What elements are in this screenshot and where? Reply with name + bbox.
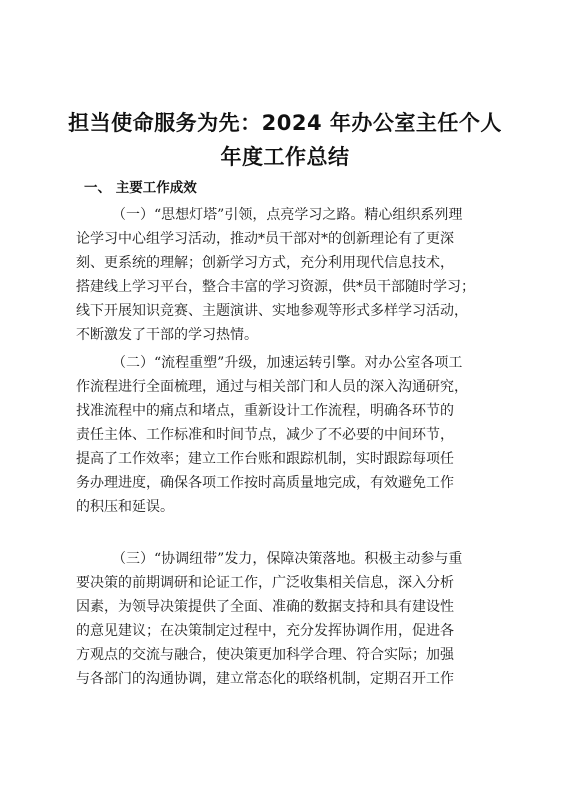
paragraph-line: 不断激发了干部的学习热情。: [76, 327, 258, 343]
paragraph-line: 搭建线上学习平台，整合丰富的学习资源，供*员干部随时学习；: [76, 279, 475, 295]
paragraph-line: 方观点的交流与融合，使决策更加科学合理、符合实际；加强: [76, 647, 454, 663]
paragraph-line: 找准流程中的痛点和堵点，重新设计工作流程，明确各环节的: [76, 403, 454, 419]
document-title-line-2: 年度工作总结: [220, 145, 350, 169]
paragraph-3: [76, 547, 496, 691]
paragraph-line: 作流程进行全面梳理，通过与相关部门和人员的深入沟通研究，: [76, 379, 468, 395]
document-title-line-1: 担当使命服务为先：2024 年办公室主任个人: [68, 111, 502, 135]
paragraph-line: （三）“协调纽带”发力，保障决策落地。积极主动参与重: [112, 551, 463, 567]
paragraph-1: [76, 203, 496, 347]
paragraph-line: 责任主体、工作标准和时间节点，减少了不必要的中间环节，: [76, 427, 454, 443]
paragraph-line: 刻、更系统的理解；创新学习方式，充分利用现代信息技术，: [76, 255, 454, 271]
paragraph-line: 与各部门的沟通协调，建立常态化的联络机制，定期召开工作: [76, 671, 454, 687]
paragraph-line: （一）“思想灯塔”引领，点亮学习之路。精心组织系列理: [112, 207, 463, 223]
paragraph-2: [76, 351, 496, 519]
paragraph-line: （二）“流程重塑”升级，加速运转引擎。对办公室各项工: [112, 355, 463, 371]
paragraph-line: 务办理进度，确保各项工作按时高质量地完成，有效避免工作: [76, 475, 454, 491]
paragraph-line: 要决策的前期调研和论证工作，广泛收集相关信息，深入分析: [76, 575, 454, 591]
paragraph-line: 提高了工作效率；建立工作台账和跟踪机制，实时跟踪每项任: [76, 451, 454, 467]
section-heading: 一、 主要工作成效: [84, 180, 197, 196]
paragraph-line: 论学习中心组学习活动，推动*员干部对*的创新理论有了更深: [76, 231, 454, 247]
paragraph-line: 的积压和延误。: [76, 499, 174, 515]
paragraph-line: 线下开展知识竞赛、主题演讲、实地参观等形式多样学习活动，: [76, 303, 468, 319]
paragraph-line: 因素，为领导决策提供了全面、准确的数据支持和具有建设性: [76, 599, 454, 615]
paragraph-line: 的意见建议；在决策制定过程中，充分发挥协调作用，促进各: [76, 623, 454, 639]
